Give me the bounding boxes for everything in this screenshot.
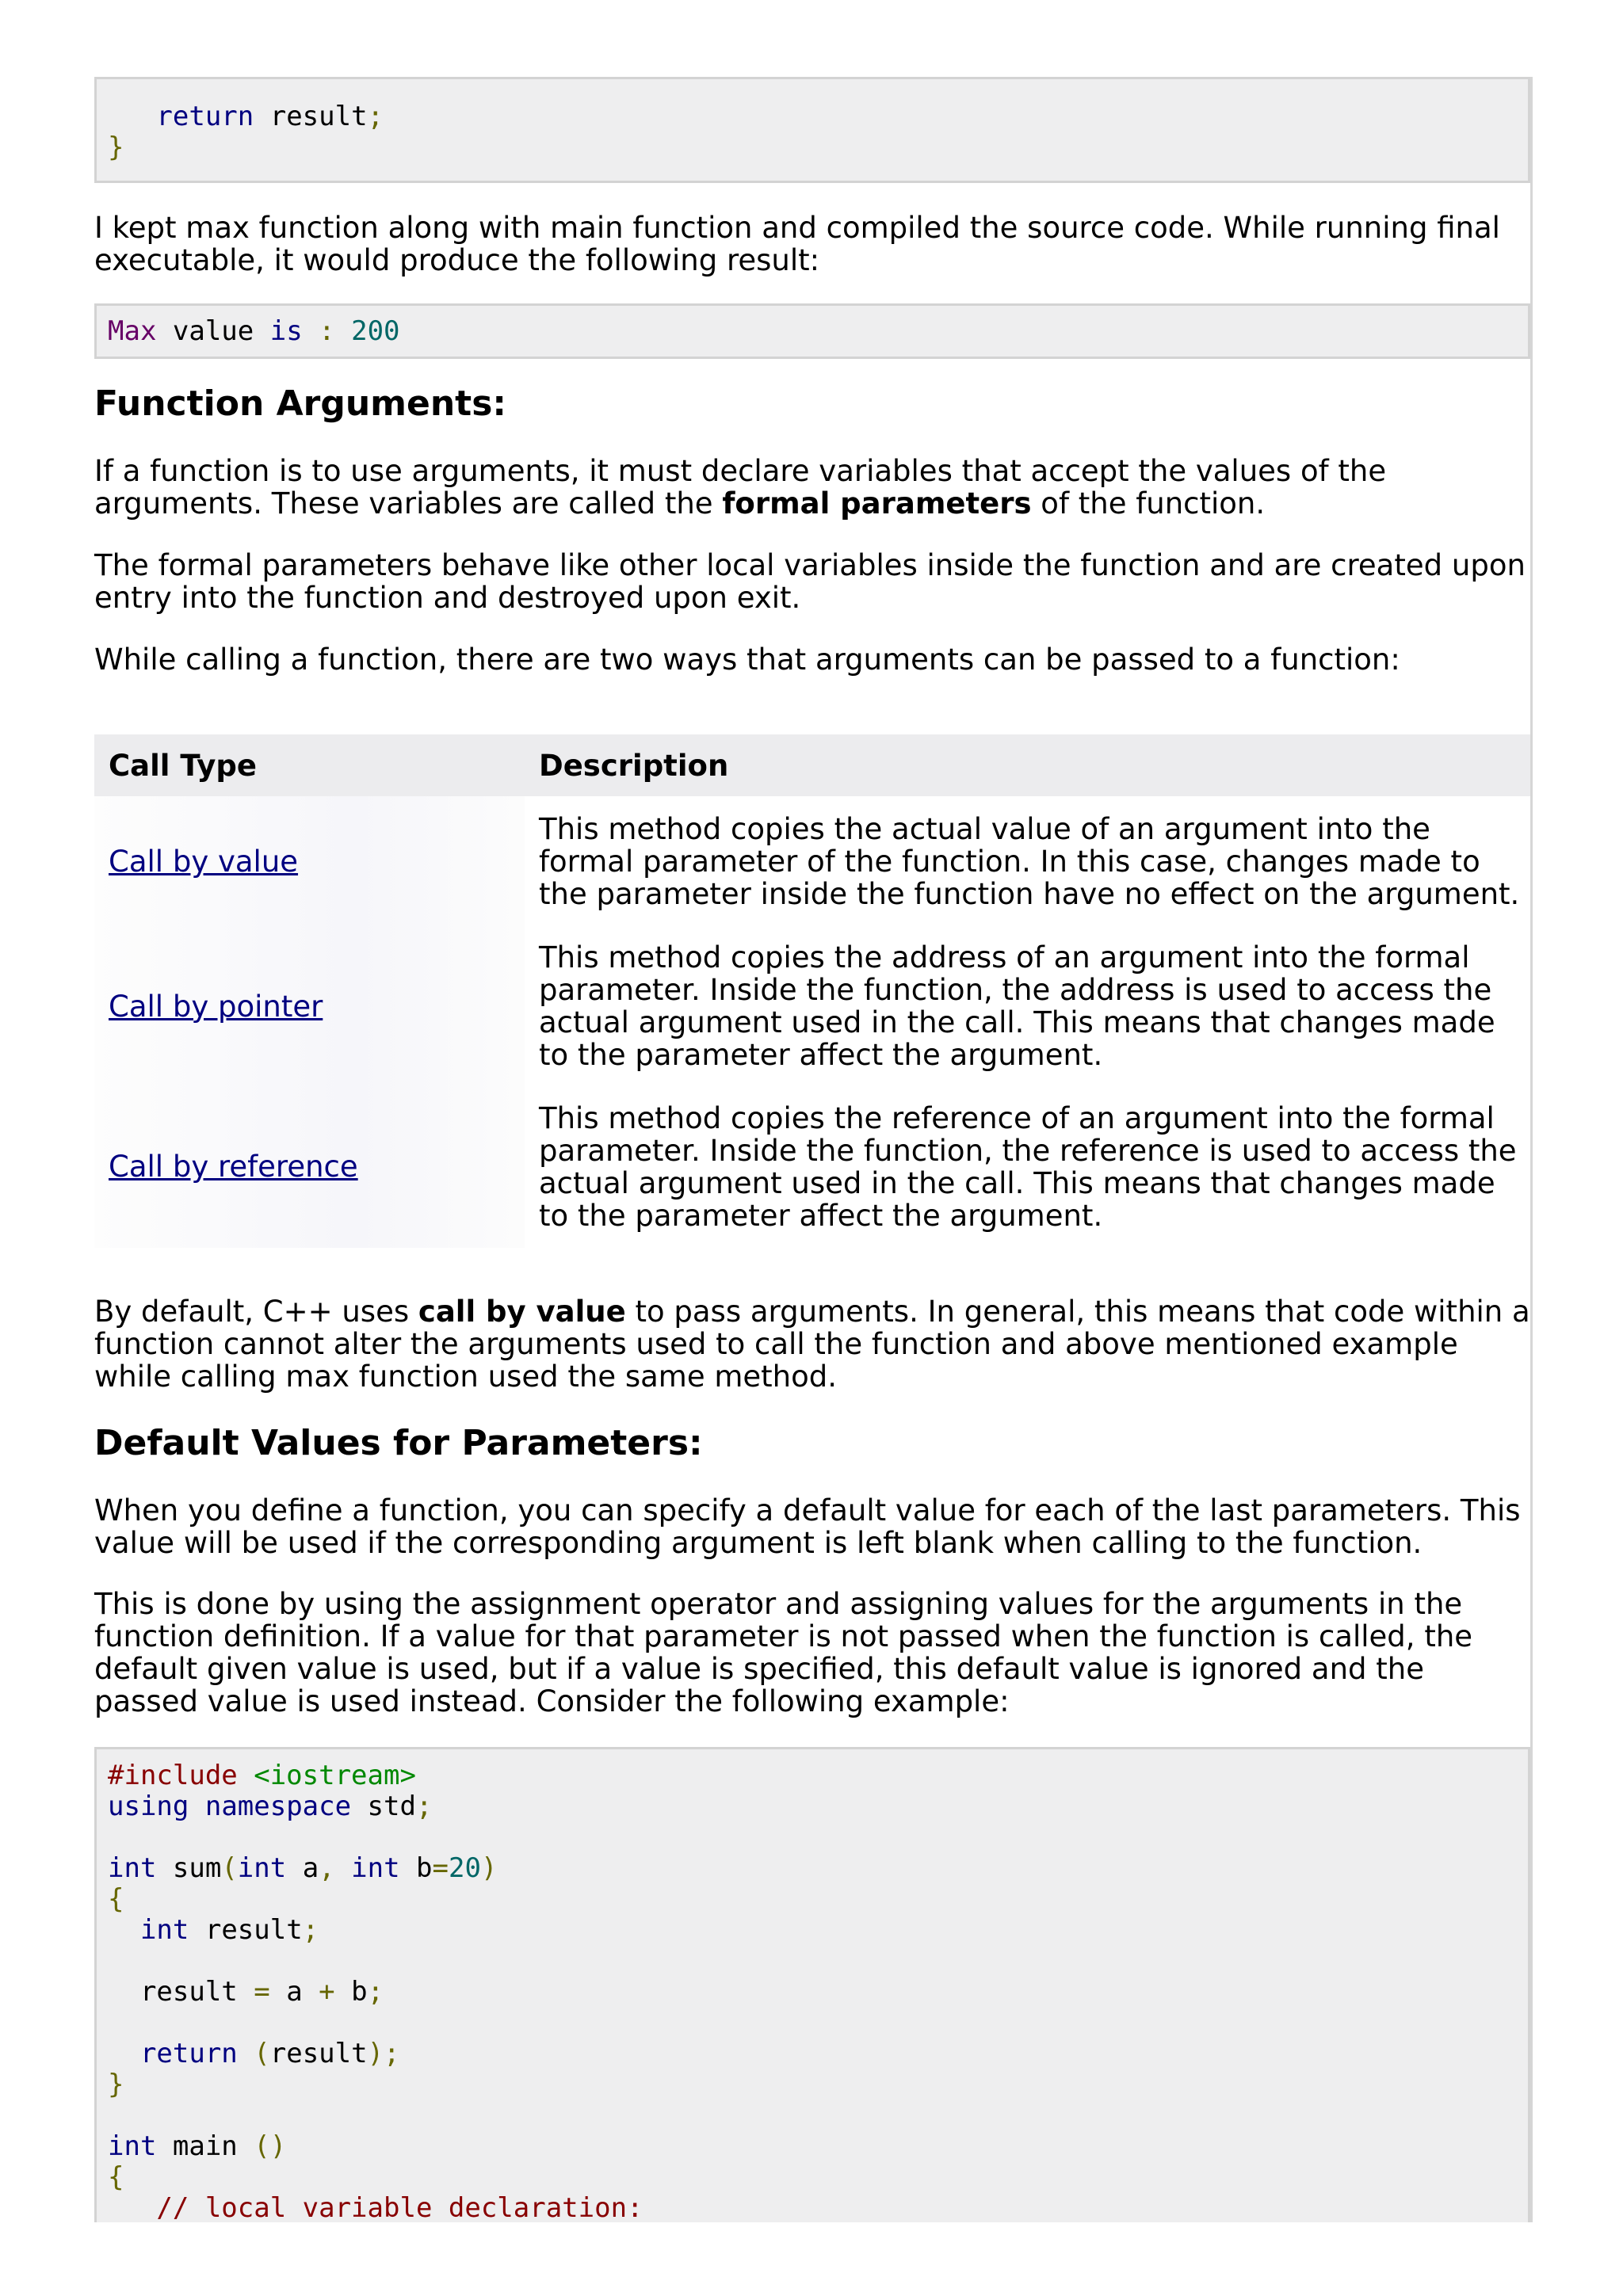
output-block <box>94 303 1530 359</box>
code-token: std <box>351 1791 416 1822</box>
code-token: result <box>139 1976 254 2008</box>
code-token: namespace <box>204 1791 352 1822</box>
text-run: of the function. <box>1031 486 1266 521</box>
code-token: using <box>108 1791 189 1822</box>
output-token: Max <box>108 315 157 347</box>
link-call-by-value[interactable]: Call by value <box>109 845 299 879</box>
paragraph-formal-parameters <box>94 455 1545 520</box>
code-block-example: #include <iostream> using namespace std; int sum(int a, int b=20) { int result; result = a + b; return (result); } int main () { // local variable declaration: <box>94 1747 1530 2222</box>
document-page <box>94 77 1533 2222</box>
table-row <box>94 1085 1530 1248</box>
code-token: a <box>269 1976 319 2008</box>
code-token: result <box>189 1914 303 1946</box>
code-closing-brace: } <box>108 132 124 163</box>
text-bold: call by value <box>418 1295 626 1329</box>
code-token: a <box>286 1852 319 1884</box>
text-run: to pass arguments. In general, this means that code within a function cannot alter the arguments used to call the function and above mentioned example while calling max function used the same method. <box>94 1295 1530 1394</box>
call-types-table <box>94 734 1530 1248</box>
code-token: return <box>139 2038 238 2069</box>
code-token: int <box>351 1852 400 1884</box>
text-bold: formal parameters <box>722 486 1032 521</box>
text-run: If a function is to use arguments, it must declare variables that accept the values of the arguments. These variables are called the <box>94 454 1387 521</box>
table-cell-description: This method copies the actual value of an argument into the formal parameter of the function. In this case, changes made to the parameter inside the function have no effect on the argument. <box>539 812 1520 911</box>
code-token: 20 <box>449 1852 481 1884</box>
paragraph-compile: I kept max function along with main function and compiled the source code. While running final executable, it would produce the following result: <box>94 211 1500 277</box>
call-types-table-wrapper <box>94 734 1530 1248</box>
text-run: By default, C++ uses <box>94 1295 418 1329</box>
paragraph-two-ways: While calling a function, there are two ways that arguments can be passed to a function: <box>94 643 1400 677</box>
table-cell-call-type <box>94 796 525 927</box>
code-token: sum <box>156 1852 222 1884</box>
output-token: value <box>156 315 270 347</box>
column-header-description: Description <box>525 734 1530 796</box>
code-token: b <box>399 1852 433 1884</box>
code-comment: // local variable declaration: <box>156 2192 643 2224</box>
code-indent <box>108 101 156 132</box>
table-cell-description: This method copies the reference of an argument into the formal parameter. Inside the function, the reference is used to access the actual argument used in the call. This means that changes made to the parameter affect the argument. <box>539 1100 1517 1233</box>
paragraph-default-call-by-value <box>94 1295 1530 1393</box>
code-block-return <box>94 77 1530 183</box>
table-row <box>94 927 1530 1085</box>
table-cell-description: This method copies the address of an argument into the formal parameter. Inside the function, the address is used to access the actual argument used in the call. This means that changes made to the parameter affect the argument. <box>539 940 1495 1072</box>
column-header-call-type: Call Type <box>94 734 525 796</box>
link-call-by-pointer[interactable]: Call by pointer <box>109 989 323 1024</box>
paragraph-formal-behave: The formal parameters behave like other local variables inside the function and are created upon entry into the function and destroyed upon exit. <box>94 548 1526 615</box>
code-semicolon: ; <box>367 101 384 132</box>
code-token: int <box>139 1914 189 1946</box>
output-token: is <box>269 315 303 347</box>
table-cell-call-type <box>94 1085 525 1248</box>
code-token: int <box>108 2130 157 2162</box>
code-token: main <box>156 2130 254 2162</box>
code-token: <iostream> <box>237 1760 416 1791</box>
output-token: : <box>302 315 352 347</box>
code-token: int <box>108 1852 157 1884</box>
table-row <box>94 796 1530 927</box>
paragraph-default-value: When you define a function, you can specify a default value for each of the last parameters. This value will be used if the corresponding argument is left blank when calling to the function. <box>94 1493 1521 1560</box>
paragraph-assignment-operator: This is done by using the assignment operator and assigning values for the arguments in the function definition. If a value for that parameter is not passed when the function is called, the default given value is used, but if a value is specified, this default value is ignored and the passed value is used instead. Consider the following example: <box>94 1587 1473 1718</box>
code-keyword-return: return <box>156 101 254 132</box>
table-cell-call-type <box>94 927 525 1085</box>
code-identifier: result <box>254 101 368 132</box>
output-value: 200 <box>351 315 400 347</box>
link-call-by-reference[interactable]: Call by reference <box>109 1150 358 1184</box>
table-header-row <box>94 734 1530 796</box>
heading-function-arguments: Function Arguments: <box>94 383 506 424</box>
code-token: int <box>237 1852 287 1884</box>
heading-default-values: Default Values for Parameters: <box>94 1423 703 1463</box>
code-token: #include <box>108 1760 238 1791</box>
